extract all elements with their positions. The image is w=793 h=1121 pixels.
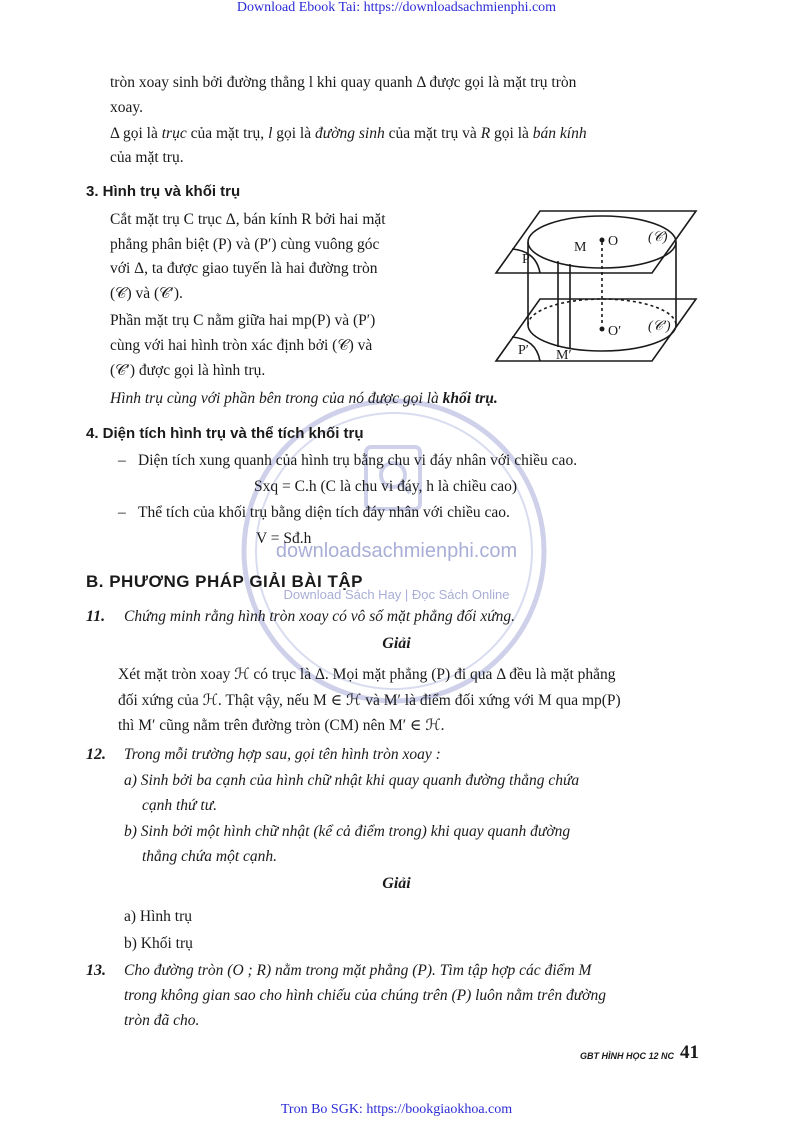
- ex11-number: 11.: [86, 608, 106, 625]
- ex12-giai-heading: Giải: [382, 875, 411, 892]
- ex12-number: 12.: [86, 746, 106, 763]
- sec4-dash-2: –: [118, 504, 126, 521]
- ex12-answer-a: a) Hình trụ: [124, 908, 193, 925]
- cylinder-diagram: [492, 207, 704, 367]
- ex12-option-b-1: b) Sinh bởi một hình chữ nhật (kể cả điểm trong) khi quay quanh đường: [124, 823, 571, 840]
- intro-line-3: Δ gọi là trục của mặt trụ, l gọi là đường sinh của mặt trụ và R gọi là bán kính: [110, 125, 587, 142]
- ex11-answer-3: thì M′ cũng nằm trên đường tròn (CM) nên M′ ∈ ℋ.: [118, 717, 445, 734]
- ex11-question: Chứng minh rằng hình tròn xoay có vô số mặt phẳng đối xứng.: [124, 608, 516, 625]
- header-link[interactable]: Download Ebook Tai: https://downloadsachmienphi.com: [236, 0, 557, 15]
- ex13-question-1: Cho đường tròn (O ; R) nằm trong mặt phẳng (P). Tìm tập hợp các điểm M: [124, 962, 592, 979]
- intro-line-1: tròn xoay sinh bởi đường thẳng l khi quay quanh Δ được gọi là mặt trụ tròn: [110, 74, 577, 91]
- watermark-tagline: Download Sách Hay | Đọc Sách Online: [283, 587, 510, 602]
- sec4-item-1: Diện tích xung quanh của hình trụ bằng chu vi đáy nhân với chiều cao.: [138, 452, 578, 469]
- watermark-site: downloadsachmienphi.com: [275, 540, 518, 562]
- ex11-giai-heading: Giải: [382, 635, 411, 652]
- footer-link[interactable]: Tron Bo SGK: https://bookgiaokhoa.com: [280, 1102, 513, 1117]
- sec4-dash-1: –: [118, 452, 126, 469]
- sec3-p2-line-3: (𝒞′) được gọi là hình trụ.: [110, 362, 266, 379]
- page-number: 41: [680, 1042, 699, 1063]
- book-label: GBT HÌNH HỌC 12 NC: [580, 1051, 675, 1061]
- section-3-title: 3. Hình trụ và khối trụ: [86, 183, 241, 200]
- ex12-option-a-1: a) Sinh bởi ba cạnh của hình chữ nhật khi quay quanh đường thẳng chứa: [124, 772, 580, 789]
- section-b-title: B. PHƯƠNG PHÁP GIẢI BÀI TẬP: [86, 572, 363, 591]
- ex12-question: Trong mỗi trường hợp sau, gọi tên hình tròn xoay :: [124, 746, 441, 763]
- ex11-answer-1: Xét mặt tròn xoay ℋ có trục là Δ. Mọi mặt phẳng (P) đi qua Δ đều là mặt phẳng: [118, 666, 616, 683]
- fig-label-C-prime: (𝒞′): [648, 319, 671, 334]
- ex13-question-2: trong không gian sao cho hình chiếu của chúng trên (P) luôn nằm trên đường: [124, 987, 606, 1004]
- sec3-p1-line-1: Cắt mặt trụ C trục Δ, bán kính R bởi hai mặt: [110, 211, 386, 228]
- sec3-p1-line-4: (𝒞) và (𝒞′).: [110, 285, 183, 302]
- intro-line-4: của mặt trụ.: [110, 149, 184, 166]
- sec4-formula-2: V = Sđ.h: [256, 530, 312, 547]
- sec3-p3: Hình trụ cùng với phần bên trong của nó được gọi là khối trụ.: [110, 390, 498, 407]
- sec3-p2-line-1: Phần mặt trụ C nằm giữa hai mp(P) và (P′): [110, 312, 376, 329]
- intro-line-2: xoay.: [110, 99, 143, 116]
- fig-label-O-prime: O′: [608, 324, 622, 339]
- section-4-title: 4. Diện tích hình trụ và thể tích khối trụ: [86, 425, 364, 442]
- fig-label-P: P: [522, 252, 530, 267]
- ex11-answer-2: đối xứng của ℋ. Thật vậy, nếu M ∈ ℋ và M′ là điểm đối xứng với M qua mp(P): [118, 692, 621, 709]
- fig-label-M-prime: M′: [556, 348, 572, 363]
- ex12-answer-b: b) Khối trụ: [124, 935, 193, 952]
- fig-label-O: O: [608, 234, 619, 249]
- sec4-item-2: Thể tích của khối trụ bằng diện tích đáy nhân với chiều cao.: [138, 504, 510, 521]
- fig-label-P-prime: P′: [518, 343, 529, 358]
- fig-label-C: (𝒞): [648, 230, 668, 245]
- ex12-option-b-2: thẳng chứa một cạnh.: [142, 848, 278, 865]
- ex12-option-a-2: cạnh thứ tư.: [142, 797, 218, 814]
- ex13-question-3: tròn đã cho.: [124, 1012, 200, 1029]
- cylinder-figure: [492, 207, 704, 367]
- sec3-p1-line-3: với Δ, ta được giao tuyến là hai đường tròn: [110, 260, 378, 277]
- ex13-number: 13.: [86, 962, 106, 979]
- fig-label-M: M: [574, 240, 587, 255]
- sec3-p2-line-2: cùng với hai hình tròn xác định bởi (𝒞) và: [110, 337, 373, 354]
- sec3-p1-line-2: phẳng phân biệt (P) và (P′) cùng vuông góc: [110, 236, 380, 253]
- sec4-formula-1: Sxq = C.h (C là chu vi đáy, h là chiều cao): [254, 478, 517, 495]
